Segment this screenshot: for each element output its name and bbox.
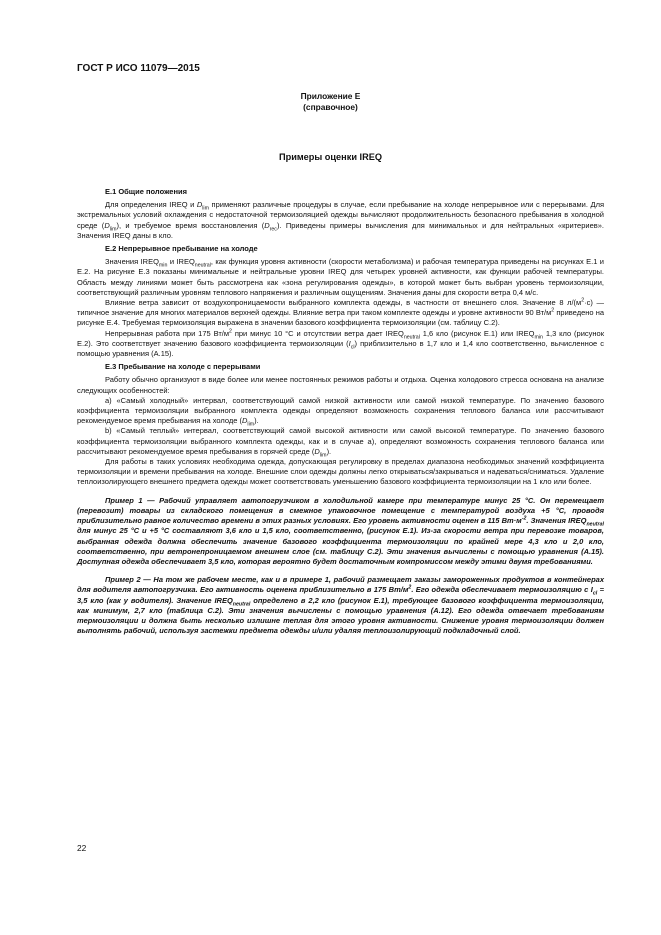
document-body <box>77 184 604 636</box>
paragraph-e1: Для определения IREQ и $D_{lim}$ применяют различные процедуры в случае, если пребывание на холоде непрерывное или с перерывами. Для экстремальных условий охлаждения с недостаточной термоизоляцией одежды вычисляют продолжительность безопасного пребывания в холодной среде $(D_{lim})$, и требуемое время восстановления $(D_{rec})$. Приведены примеры вычисления для минимальных и для нейтральных «критериев». Значения IREQ даны в кло. <box>77 200 605 240</box>
example-2: Пример 2 — На том же рабочем месте, как и в примере 1, рабочий размещает заказы замороженных продуктов в контейнерах для водителя автопогрузчика. Его активность оценена приблизительно в 175 $Вт/м^2$. Его одежда обеспечивает термоизоляцию с $I_{cl} = 3,5$ кло (как у водителя). Значение $IREQ_{neutral}$ определено в 2,2 кло (рисунок Е.1), требующее базового коэффициента термоизоляции, как минимум, 2,7 кло (таблица С.2). Эти значения вычислены с помощью уравнения (А.12). Его одежда отвечает требованиям термоизоляции и должна быть несколько излишне теплая для этого уровня активности. Снижение уровня термоизоляции должен выполнять рабочий, используя застежки предмета одежды и/или удаляя теплоизолирующий подкладочный слой. <box>77 575 604 636</box>
document-code: ГОСТ Р ИСО 11079—2015 <box>77 63 200 74</box>
paragraph-e3-1: Работу обычно организуют в виде более или менее постоянных режимов работы и отдыха. Оценка холодового стресса основана на анализе следующих особенностей: <box>77 375 604 395</box>
heading-e2: Е.2 Непрерывное пребывание на холоде <box>105 244 258 254</box>
paragraph-e2-2: Влияние ветра зависит от воздухопроницаемости выбранного комплекта одежды, в частности от внешнего слоя. Значение 8 $л/(м^2\cdot с)$ — типичное значение для многих материалов верхней одежды. Влияние ветра при таком комплекте одежды и уровне активности 90 $Вт/м^2$ приведено на рисунке Е.4. Требуемая термоизоляция выражена в значении базового коэффициента термоизоляции (см. таблицу С.2). <box>77 297 605 328</box>
paragraph-e2-3: Непрерывная работа при 175 $Вт/м^2$ при минус 10 °С и отсутствии ветра дает $IREQ_{neutral}$ 1,6 кло (рисунок Е.1) или $IREQ_{min}$ 1,3 кло (рисунок Е.2). Это соответствует значению базового коэффициента термоизоляции $(I_{cl})$ приблизительно в 1,7 кло и 1,4 кло соответственно, вычисленное с помощью уравнения (А.15). <box>77 328 605 359</box>
paragraph-e2-1: Значения $IREQ_{min}$ и $IREQ_{neutral}$, как функция уровня активности (скорости метаболизма) и рабочая температура приведены на рисунках Е.1 и Е.2. На рисунке Е.3 показаны минимальные и нейтральные уровни IREQ для четырех уровней активности, как функции рабочей температуры. Область между линиями может быть рассмотрена как «зона регулирования одежды», в которой может быть выбран уровень термоизоляции, соответствующий различным уровням теплового напряжения и различным ощущениям. Значения даны для скорости ветра 0,4 м/с. <box>77 257 604 297</box>
paragraph-e3-2: Для работы в таких условиях необходима одежда, допускающая регулировку в пределах диапазона необходимых значений коэффициента термоизоляции и времени пребывания на холоде. Внешние слои одежды должны легко открываться/закрываться и надеваться/сниматься. Удаление теплоизолирующего внешнего предмета одежды может соответствовать уменьшению базового коэффициента термоизоляции на 1 кло или более. <box>77 457 604 487</box>
paragraph-e3-a: а) «Самый холодный» интервал, соответствующий самой низкой активности или самой низкой температуре. По значению базового коэффициента термоизоляции выбранного комплекта одежды определяют возможность сохранения теплового баланса или рассчитывают рекомендуемое время пребывания на холоде $(D_{lim})$. <box>77 395 604 428</box>
paragraph-e3-b: b) «Самый теплый» интервал, соответствующий самой высокой активности или самой высокой температуре. По значению базового коэффициента термоизоляции выбранного комплекта одежды, как и в случае а), определяют возможность сохранения теплового баланса или рассчитывают рекомендуемое время пребывания в горячей среде $(D_{lim})$. <box>77 426 604 459</box>
annex-label: Приложение Е <box>300 91 361 101</box>
heading-e3: Е.3 Пребывание на холоде с перерывами <box>105 362 261 372</box>
section-title: Примеры оценки IREQ <box>279 152 382 162</box>
page-number: 22 <box>77 843 87 853</box>
annex-status: (справочное) <box>303 102 358 112</box>
example-1: Пример 1 — Рабочий управляет автопогрузчиком в холодильной камере при температуре минус 25 °С. Он перемещает (перевозит) товары из складского помещения в смежное упаковочное помещение с температурой воздуха +5 °С, проводя приблизительно равное количество времени в этих разных условиях. Его уровень активности оценен в 115 $Вт\cdot м^{-2}$. Значения $IREQ_{neutral}$ для минус 25 °С и +5 °С составляют 3,6 кло и 1,5 кло, соответственно, (рисунок Е.1). Из-за скорости ветра при перевозке товаров, выбранная одежда должна обеспечить значение базового коэффициента термоизоляции по крайней мере 4,3 кло и 2,0 кло, соответственно, при ветронепроницаемом внешнем слое (см. таблицу С.2). Эти значения вычислены с помощью уравнения (А.15). Доступная одежда обеспечивает 3,5 кло, которая вероятно будет достаточным компромиссом между этими двумя требованиями. <box>77 495 604 566</box>
heading-e1: Е.1 Общие положения <box>105 187 187 196</box>
